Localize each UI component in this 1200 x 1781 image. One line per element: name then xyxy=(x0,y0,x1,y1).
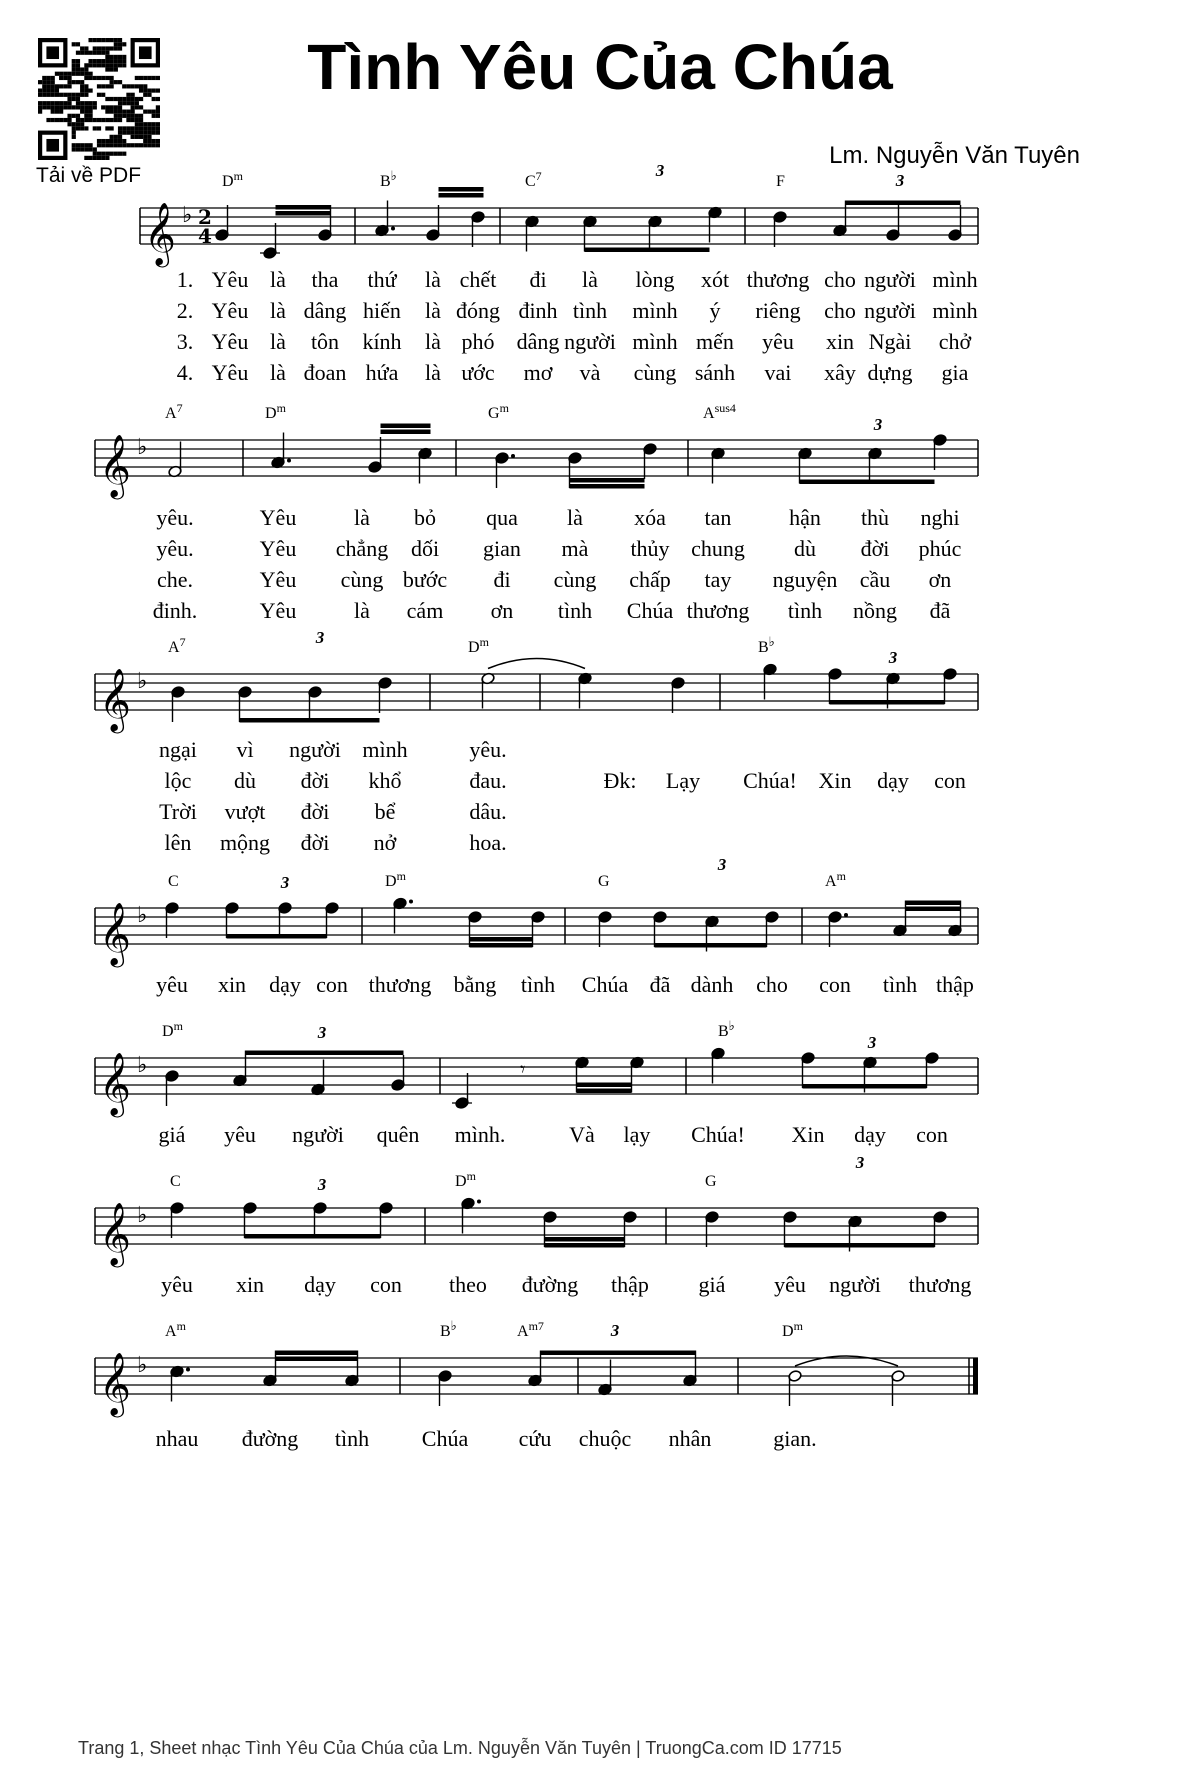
lyric-word: gia xyxy=(941,360,969,385)
treble-clef-icon: 𝄞 xyxy=(99,1202,131,1265)
beam xyxy=(240,718,380,723)
triplet-marker: 3 xyxy=(317,1023,327,1042)
lyric-word: lên xyxy=(164,830,192,855)
lyric-word: bỏ xyxy=(414,505,436,530)
lyric-word: phó xyxy=(461,329,495,354)
download-pdf-link[interactable]: Tải về PDF xyxy=(36,164,142,187)
chord-symbol: F xyxy=(776,173,785,190)
lyric-word: kính xyxy=(362,329,402,354)
lyric-word: 1. xyxy=(176,267,194,292)
time-signature-bottom: 4 xyxy=(198,224,212,248)
chord-symbol: $D^m$ xyxy=(782,1319,803,1340)
flat-key-signature-icon: ♭ xyxy=(182,203,193,228)
lyric-word: Ngài xyxy=(868,329,912,354)
music-system-3 xyxy=(95,628,978,855)
beam xyxy=(246,1051,404,1056)
lyric-word: 4. xyxy=(176,360,194,385)
lyric-word: dối xyxy=(410,536,440,561)
lyric-word: và xyxy=(579,360,601,385)
lyric-word: tình xyxy=(572,298,608,323)
lyric-word: là xyxy=(270,267,286,292)
beam xyxy=(570,484,645,489)
lyric-word: xin xyxy=(825,329,855,354)
lyric-word: là xyxy=(425,267,441,292)
chord-symbol: $G^m$ xyxy=(488,401,509,422)
lyric-word: dâng xyxy=(516,329,560,354)
flat-key-signature-icon: ♭ xyxy=(137,1053,148,1078)
triplet-marker: 3 xyxy=(855,1153,865,1172)
lyric-word: chuộc xyxy=(578,1426,632,1451)
chord-symbol: $C^7$ xyxy=(525,169,542,190)
chord-symbol: $A^m$ xyxy=(825,869,846,890)
lyric-word: Yêu xyxy=(259,505,297,530)
lyric-word: người xyxy=(829,1272,881,1297)
lyric-word: tan xyxy=(704,505,732,530)
lyric-word: nở xyxy=(373,830,397,855)
lyric-word: cứu xyxy=(518,1426,552,1451)
lyric-word: hoa. xyxy=(469,830,507,855)
lyric-word: đóng xyxy=(456,298,500,323)
lyric-word: yêu xyxy=(774,1272,806,1297)
lyric-word: vì xyxy=(236,737,254,762)
beam xyxy=(570,478,645,483)
beam xyxy=(785,1243,935,1248)
treble-clef-icon: 𝄞 xyxy=(144,202,176,265)
lyric-word: Chúa xyxy=(421,1426,469,1451)
lyric-word: mình. xyxy=(454,1122,506,1147)
lyric-word: thương xyxy=(686,598,750,623)
chord-symbol: G xyxy=(598,873,610,890)
lyric-word: yêu xyxy=(762,329,794,354)
lyric-word: thương xyxy=(908,1272,972,1297)
beam xyxy=(470,937,533,942)
beam xyxy=(381,430,431,435)
lyric-word: chấp xyxy=(629,567,671,592)
lyric-word: dạy xyxy=(304,1272,336,1297)
page-footer: Trang 1, Sheet nhạc Tình Yêu Của Chúa của Lm. Nguyễn Văn Tuyên | TruongCa.com ID 17715 xyxy=(78,1738,842,1758)
lyric-word: là xyxy=(425,329,441,354)
beam xyxy=(276,211,331,216)
lyric-word: tình xyxy=(557,598,593,623)
lyric-word: tình xyxy=(882,972,918,997)
lyric-word: Chúa! xyxy=(691,1122,745,1147)
lyric-word: ý xyxy=(709,298,721,323)
lyric-word: chung xyxy=(691,536,745,561)
triplet-marker: 3 xyxy=(610,1321,620,1340)
lyric-word: yêu. xyxy=(469,737,507,762)
lyric-word: xóa xyxy=(634,505,666,530)
treble-clef-icon: 𝄞 xyxy=(99,902,131,965)
lyric-word: khổ xyxy=(368,768,402,793)
lyric-word: người xyxy=(864,267,916,292)
chord-symbol: $A^m$ xyxy=(165,1319,186,1340)
lyric-word: hiến xyxy=(363,298,401,323)
lyric-word: chở xyxy=(938,329,972,354)
lyric-word: nhau xyxy=(155,1426,199,1451)
lyric-word: bước xyxy=(402,567,448,592)
lyric-word: đã xyxy=(649,972,671,997)
lyric-word: là xyxy=(354,598,370,623)
eighth-rest-icon: 𝄾 xyxy=(520,1057,526,1081)
lyric-word: mộng xyxy=(219,830,271,855)
lyric-word: theo xyxy=(449,1272,487,1297)
lyric-word: 3. xyxy=(176,329,194,354)
lyric-word: cho xyxy=(824,298,856,323)
lyric-word: đi xyxy=(493,567,511,592)
time-signature-top: 2 xyxy=(198,205,212,229)
beam xyxy=(803,1084,927,1089)
lyric-word: yêu. xyxy=(156,536,194,561)
lyric-word: là xyxy=(425,298,441,323)
beam xyxy=(470,943,533,948)
lyric-word: cùng xyxy=(340,567,384,592)
beam xyxy=(846,201,961,206)
lyric-word: thập xyxy=(936,972,974,997)
beam xyxy=(276,1357,358,1362)
lyric-word: Chúa! xyxy=(743,768,797,793)
lyric-word: Và xyxy=(569,1122,595,1147)
lyric-word: dựng xyxy=(867,360,913,385)
lyric-word: thủy xyxy=(630,536,670,561)
lyric-word: thù xyxy=(860,505,890,530)
chord-symbol: $A^{sus4}$ xyxy=(703,401,736,422)
lyric-word: chẳng xyxy=(335,536,389,561)
lyric-word: con xyxy=(934,768,966,793)
triplet-marker: 3 xyxy=(280,873,290,892)
chord-symbol: C xyxy=(168,873,179,890)
beam xyxy=(800,480,935,485)
beam xyxy=(545,1243,625,1248)
lyric-word: cùng xyxy=(553,567,597,592)
lyric-word: Yêu xyxy=(211,267,249,292)
lyric-word: ơn xyxy=(490,598,514,623)
lyric-word: đời xyxy=(300,830,330,855)
lyric-word: đi xyxy=(529,267,547,292)
chord-symbol: C xyxy=(170,1173,181,1190)
treble-clef-icon: 𝄞 xyxy=(99,1052,131,1115)
lyric-word: yêu xyxy=(156,972,188,997)
lyric-word: nghi xyxy=(920,505,960,530)
augmentation-dot xyxy=(287,459,291,463)
lyric-word: Chúa xyxy=(581,972,629,997)
lyric-word: đời xyxy=(860,536,890,561)
lyric-word: cho xyxy=(824,267,856,292)
chord-symbol: $D^m$ xyxy=(222,169,243,190)
lyric-word: đời xyxy=(300,768,330,793)
lyric-word: người xyxy=(289,737,341,762)
beam xyxy=(545,1237,625,1242)
lyric-word: yêu. xyxy=(156,505,194,530)
lyric-word: xây xyxy=(824,360,856,385)
lyric-word: dạy xyxy=(269,972,301,997)
lyric-word: lộc xyxy=(164,768,192,793)
lyric-word: Xin xyxy=(791,1122,825,1147)
lyric-word: sánh xyxy=(694,360,736,385)
lyric-word: tình xyxy=(787,598,823,623)
beam xyxy=(585,248,710,253)
music-system-1 xyxy=(140,161,978,385)
lyric-word: cầu xyxy=(859,567,891,592)
lyric-word: giá xyxy=(158,1122,186,1147)
lyric-word: mơ xyxy=(523,360,553,385)
lyric-word: tình xyxy=(520,972,556,997)
lyric-word: 2. xyxy=(176,298,194,323)
lyric-word: là xyxy=(270,329,286,354)
lyric-word: người xyxy=(564,329,616,354)
lyric-word: hứa xyxy=(365,360,399,385)
lyric-word: mến xyxy=(696,329,734,354)
chord-symbol: $A^{m7}$ xyxy=(517,1319,544,1340)
lyric-word: Yêu xyxy=(211,360,249,385)
lyric-word: đường xyxy=(241,1426,299,1451)
triplet-marker: 3 xyxy=(873,415,883,434)
lyric-word: là xyxy=(354,505,370,530)
beam xyxy=(439,193,484,198)
lyric-word: yêu xyxy=(224,1122,256,1147)
treble-clef-icon: 𝄞 xyxy=(99,1352,131,1415)
lyric-word: nguyện xyxy=(772,567,838,592)
lyric-word: che. xyxy=(156,567,194,592)
music-system-4 xyxy=(95,855,978,997)
final-barline xyxy=(973,1358,978,1394)
lyric-word: vượt xyxy=(224,799,266,824)
lyric-word: dành xyxy=(690,972,734,997)
lyric-word: xin xyxy=(217,972,247,997)
lyric-word: gian xyxy=(483,536,521,561)
lyric-word: cám xyxy=(406,598,444,623)
treble-clef-icon: 𝄞 xyxy=(99,434,131,497)
lyric-word: Chúa xyxy=(626,598,674,623)
lyric-word: mình xyxy=(932,267,978,292)
triplet-marker: 3 xyxy=(895,171,905,190)
lyric-word: đã xyxy=(929,598,951,623)
composer-name: Lm. Nguyễn Văn Tuyên xyxy=(829,142,1080,169)
lyric-word: nồng xyxy=(853,598,897,623)
lyric-word: thứ xyxy=(367,267,397,292)
lyric-word: thương xyxy=(368,972,432,997)
chord-symbol: $D^m$ xyxy=(162,1019,183,1040)
lyric-word: ước xyxy=(461,360,495,385)
lyric-word: xót xyxy=(700,267,730,292)
triplet-marker: 3 xyxy=(317,1175,327,1194)
lyric-word: lòng xyxy=(635,267,675,292)
lyric-word: là xyxy=(582,267,598,292)
lyric-word: tôn xyxy=(310,329,340,354)
lyric-word: dù xyxy=(794,536,816,561)
lyric-word: Xin xyxy=(818,768,852,793)
flat-key-signature-icon: ♭ xyxy=(137,435,148,460)
lyric-word: dù xyxy=(234,768,256,793)
chord-symbol: B♭ xyxy=(718,1018,735,1040)
beam xyxy=(245,1234,381,1239)
augmentation-dot xyxy=(409,900,413,904)
beam xyxy=(577,1089,632,1094)
lyric-word: mình xyxy=(632,329,678,354)
tie-slur xyxy=(488,659,585,669)
lyric-word: thập xyxy=(611,1272,649,1297)
triplet-marker: 3 xyxy=(717,855,727,874)
beam xyxy=(439,187,484,192)
lyric-word: đời xyxy=(300,799,330,824)
lyric-word: Trời xyxy=(159,799,197,824)
lyric-word: tay xyxy=(704,567,732,592)
augmentation-dot xyxy=(391,227,395,231)
lyric-word: con xyxy=(916,1122,948,1147)
beam xyxy=(541,1351,696,1356)
augmentation-dot xyxy=(477,1200,481,1204)
lyric-word: thương xyxy=(746,267,810,292)
lyric-word: qua xyxy=(486,505,518,530)
lyric-word: Yêu xyxy=(211,298,249,323)
lyric-word: con xyxy=(370,1272,402,1297)
beam xyxy=(655,943,767,948)
beam xyxy=(906,907,961,912)
lyric-word: cùng xyxy=(633,360,677,385)
beam xyxy=(227,934,327,939)
augmentation-dot xyxy=(511,454,515,458)
chord-symbol: $D^m$ xyxy=(265,401,286,422)
triplet-marker: 3 xyxy=(867,1033,877,1052)
lyric-word: lạy xyxy=(623,1122,651,1147)
lyric-word: dạy xyxy=(854,1122,886,1147)
beam xyxy=(906,901,961,906)
chord-symbol: $A^7$ xyxy=(165,401,183,422)
music-system-2 xyxy=(95,401,978,623)
lyric-word: Yêu xyxy=(259,536,297,561)
lyric-word: dạy xyxy=(877,768,909,793)
lyric-word: đường xyxy=(521,1272,579,1297)
lyric-word: nhân xyxy=(668,1426,712,1451)
music-system-7 xyxy=(95,1318,978,1451)
lyric-word: phúc xyxy=(918,536,962,561)
triplet-marker: 3 xyxy=(888,648,898,667)
lyric-word: bằng xyxy=(453,972,497,997)
chord-symbol: B♭ xyxy=(380,168,397,190)
lyric-word: con xyxy=(316,972,348,997)
flat-key-signature-icon: ♭ xyxy=(137,903,148,928)
lyric-word: chết xyxy=(459,267,497,292)
chord-symbol: G xyxy=(705,1173,717,1190)
lyric-word: gian. xyxy=(773,1426,817,1451)
lyric-word: vai xyxy=(764,360,792,385)
chord-symbol: $D^m$ xyxy=(468,635,489,656)
music-system-5 xyxy=(95,1018,978,1147)
lyric-word: là xyxy=(270,298,286,323)
augmentation-dot xyxy=(186,1368,190,1372)
beam xyxy=(830,700,945,705)
treble-clef-icon: 𝄞 xyxy=(99,668,131,731)
lyric-word: xin xyxy=(235,1272,265,1297)
lyric-word: giá xyxy=(698,1272,726,1297)
lyric-word: Yêu xyxy=(259,598,297,623)
lyric-word: ngại xyxy=(159,737,197,762)
lyric-word: người xyxy=(864,298,916,323)
lyric-word: mình xyxy=(362,737,408,762)
lyric-word: Yêu xyxy=(211,329,249,354)
song-title: Tình Yêu Của Chúa xyxy=(307,31,893,103)
chord-symbol: $D^m$ xyxy=(385,869,406,890)
lyric-word: hận xyxy=(789,505,821,530)
lyric-word: cho xyxy=(756,972,788,997)
lyric-word: riêng xyxy=(755,298,801,323)
lyric-word: mà xyxy=(561,536,589,561)
lyric-word: đinh. xyxy=(152,598,198,623)
lyric-word: tình xyxy=(334,1426,370,1451)
lyric-word: Đk: xyxy=(603,768,637,793)
triplet-marker: 3 xyxy=(655,161,665,180)
lyric-word: Yêu xyxy=(259,567,297,592)
lyric-word: dâu. xyxy=(469,799,507,824)
lyric-word: là xyxy=(270,360,286,385)
music-system-6 xyxy=(95,1153,978,1297)
lyric-word: quên xyxy=(376,1122,420,1147)
lyric-word: Lạy xyxy=(665,768,701,793)
lyric-word: đinh xyxy=(518,298,558,323)
lyric-word: mình xyxy=(632,298,678,323)
beam xyxy=(276,1351,358,1356)
lyric-word: con xyxy=(819,972,851,997)
flat-key-signature-icon: ♭ xyxy=(137,1353,148,1378)
lyric-word: ơn xyxy=(928,567,952,592)
lyric-word: đoan xyxy=(303,360,347,385)
beam xyxy=(577,1083,632,1088)
lyric-word: dâng xyxy=(303,298,347,323)
lyric-word: đau. xyxy=(469,768,507,793)
lyric-word: tha xyxy=(311,267,339,292)
chord-symbol: $A^7$ xyxy=(168,635,186,656)
beam xyxy=(276,205,331,210)
augmentation-dot xyxy=(844,913,848,917)
lyric-word: là xyxy=(567,505,583,530)
beam xyxy=(381,424,431,429)
lyric-word: bể xyxy=(374,799,396,824)
triplet-marker: 3 xyxy=(315,628,325,647)
lyric-word: người xyxy=(292,1122,344,1147)
flat-key-signature-icon: ♭ xyxy=(137,669,148,694)
chord-symbol: $D^m$ xyxy=(455,1169,476,1190)
chord-symbol: B♭ xyxy=(758,634,775,656)
lyric-word: mình xyxy=(932,298,978,323)
lyric-word: là xyxy=(425,360,441,385)
flat-key-signature-icon: ♭ xyxy=(137,1203,148,1228)
lyric-word: yêu xyxy=(161,1272,193,1297)
chord-symbol: B♭ xyxy=(440,1318,457,1340)
